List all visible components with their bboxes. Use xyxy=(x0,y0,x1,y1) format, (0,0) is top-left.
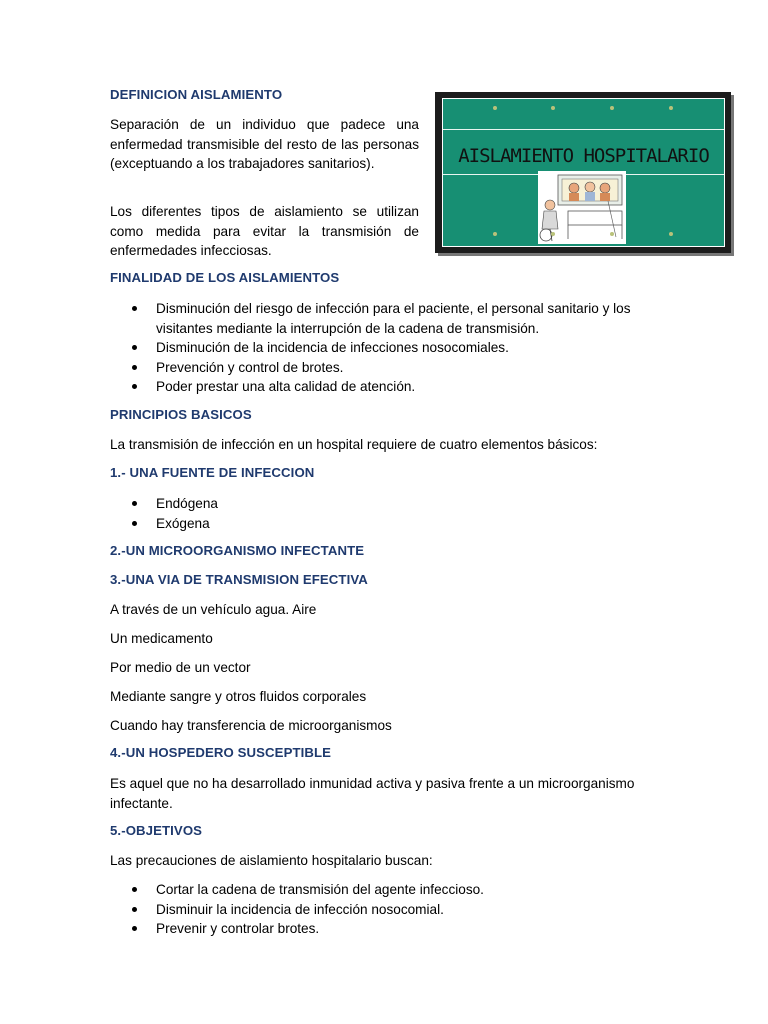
via-line: A través de un vehículo agua. Aire xyxy=(110,602,317,617)
list-item-text: Disminuir la incidencia de infección nosocomial. xyxy=(156,901,444,917)
paragraph-objetivos: Las precauciones de aislamiento hospitalario buscan: xyxy=(110,853,433,868)
rivet-icon xyxy=(493,106,497,110)
via-line: Mediante sangre y otros fluidos corporales xyxy=(110,689,367,704)
list-item xyxy=(110,338,670,358)
fuente-list xyxy=(110,494,670,533)
rivet-icon xyxy=(493,232,497,236)
objetivos-list xyxy=(110,880,670,939)
aislamiento-hospitalario-image xyxy=(435,92,731,253)
list-item xyxy=(110,514,670,534)
heading-hospedero: 4.-UN HOSPEDERO SUSCEPTIBLE xyxy=(110,745,332,760)
rivet-icon xyxy=(610,232,614,236)
rivet-icon xyxy=(669,232,673,236)
paragraph-hospedero: Es aquel que no ha desarrollado inmunidad activa y pasiva frente a un microorganismo infectante. xyxy=(110,776,635,811)
paragraph-principios: La transmisión de infección en un hospital requiere de cuatro elementos básicos: xyxy=(110,437,598,452)
rivet-icon xyxy=(610,106,614,110)
list-item-text: Endógena xyxy=(156,496,218,511)
rivet-icon xyxy=(669,106,673,110)
heading-finalidad: FINALIDAD DE LOS AISLAMIENTOS xyxy=(110,270,340,285)
list-item xyxy=(110,377,670,397)
bullet-icon xyxy=(132,306,137,311)
list-item-text: Prevenir y controlar brotes. xyxy=(156,921,320,936)
bullet-icon xyxy=(132,907,137,912)
bullet-icon xyxy=(132,345,137,350)
list-item-text: Cortar la cadena de transmisión del agente infeccioso. xyxy=(156,882,484,897)
paragraph-definicion-2: Los diferentes tipos de aislamiento se utilizan como medida para evitar la transmisión de enfermedades infecciosas. xyxy=(110,204,419,258)
bullet-icon xyxy=(132,501,137,506)
sign-board xyxy=(442,98,725,247)
bullet-icon xyxy=(132,365,137,370)
list-item-text: Prevención y control de brotes. xyxy=(156,359,344,375)
list-item xyxy=(110,900,670,920)
rivet-icon xyxy=(551,106,555,110)
finalidad-list xyxy=(110,299,670,397)
bullet-icon xyxy=(132,887,137,892)
via-line: Por medio de un vector xyxy=(110,660,251,675)
heading-microorganismo: 2.-UN MICROORGANISMO INFECTANTE xyxy=(110,543,365,558)
heading-fuente: 1.- UNA FUENTE DE INFECCION xyxy=(110,465,315,480)
list-item xyxy=(110,494,670,514)
list-item xyxy=(110,299,670,338)
paragraph-definicion-1: Separación de un individuo que padece una enfermedad transmisible del resto de las personas (exceptuando a los trabajadores sanitarios). xyxy=(110,117,419,171)
heading-via: 3.-UNA VIA DE TRANSMISION EFECTIVA xyxy=(110,572,368,587)
list-item xyxy=(110,919,670,939)
list-item-text: Disminución del riesgo de infección para el paciente, el personal sanitario y los visitantes mediante la interrupción de la cadena de transmisión. xyxy=(156,301,631,336)
list-item-text: Exógena xyxy=(156,515,210,531)
heading-definicion: DEFINICION AISLAMIENTO xyxy=(110,87,283,102)
heading-objetivos: 5.-OBJETIVOS xyxy=(110,823,203,838)
list-item xyxy=(110,358,670,378)
via-line: Cuando hay transferencia de microorganismos xyxy=(110,718,392,733)
via-line: Un medicamento xyxy=(110,631,213,646)
list-item-text: Disminución de la incidencia de infecciones nosocomiales. xyxy=(156,340,509,355)
heading-principios: PRINCIPIOS BASICOS xyxy=(110,407,252,422)
list-item xyxy=(110,880,670,900)
sign-title: AISLAMIENTO HOSPITALARIO xyxy=(458,145,709,167)
rivet-icon xyxy=(551,232,555,236)
list-item-text: Poder prestar una alta calidad de atención. xyxy=(156,379,416,394)
bullet-icon xyxy=(132,384,137,389)
bullet-icon xyxy=(132,521,137,526)
sign-line-top xyxy=(443,129,724,130)
bullet-icon xyxy=(132,926,137,931)
